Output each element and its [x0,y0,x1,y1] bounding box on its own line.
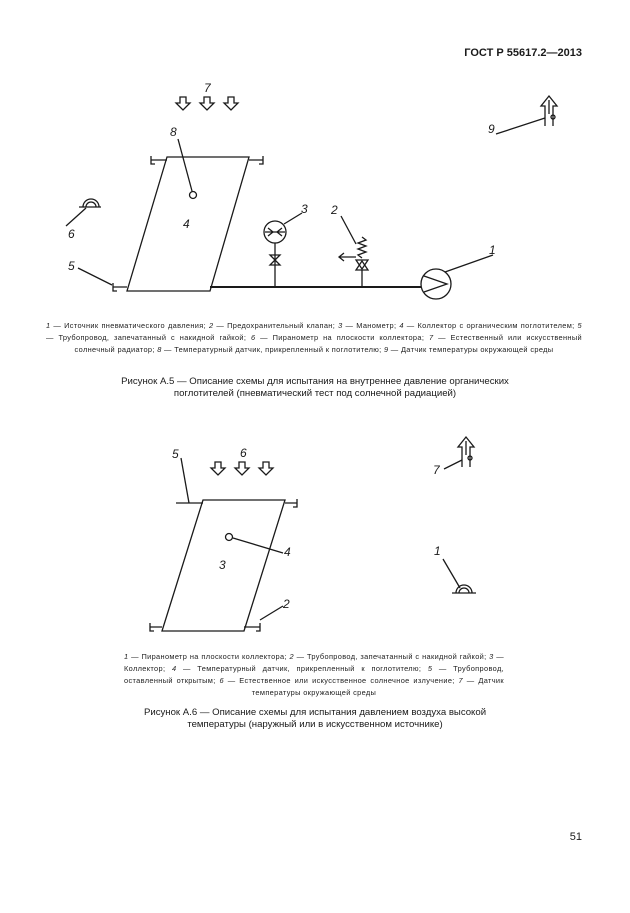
figure-a6-legend-num: 1 [124,652,129,661]
figure-a5-legend-num: 3 [338,321,343,330]
figure-a5-legend-text: — Источник пневматического давления; [50,321,209,330]
radiation-arrows-a6 [211,462,273,475]
label-8: 8 [170,125,177,139]
figure-a6-legend-num: 4 [171,664,177,673]
leader-1 [443,559,460,588]
figure-a5-legend-num: 2 [208,321,214,330]
label-3: 3 [301,202,308,216]
label-7: 7 [433,463,440,477]
label-1: 1 [489,243,496,257]
leader-7 [444,460,462,469]
figure-a5-legend-num: 5 [577,321,582,330]
figure-a6-legend-text: — Пиранометр на плоскости коллектора; [128,652,290,661]
figure-a6-legend-text: — Естественное или искусственное солнечное излучение; [223,676,459,685]
figure-a6-legend-num: 7 [458,676,463,685]
figure-a5-legend-num: 1 [46,321,51,330]
label-9: 9 [488,122,495,136]
caption-a5-line2: поглотителей (пневматический тест под солнечной радиацией) [173,388,457,399]
figure-a6-legend-text: — Трубопровод, запечатанный с накидной гайкой; [293,652,490,661]
pyranometer-1 [452,585,476,593]
caption-a5-line1: Рисунок А.5 — Описание схемы для испытания на внутреннее давление органических [121,376,509,387]
label-4: 4 [183,217,190,231]
figure-a5-legend-text: — Естественный или искусственный солнечный радиатор; [74,333,583,354]
nut-bottom-left [150,623,162,631]
label-6: 6 [68,227,75,241]
figure-a5-legend-num: 6 [251,333,256,342]
label-7: 7 [204,81,211,95]
figure-a5-legend-text: — Коллектор с органическим поглотителем; [403,321,578,330]
figure-a6-legend-num: 3 [489,652,494,661]
figure-a6-caption [125,707,505,731]
figure-a5-legend-text: — Датчик температуры окружающей среды [388,345,554,354]
ambient-sensor-7 [458,437,474,467]
figure-a5-legend-num: 7 [428,333,434,342]
temperature-sensor-4 [226,534,233,541]
label-1: 1 [434,544,441,558]
caption-a6-line1: Рисунок А.6 — Описание схемы для испытания давлением воздуха высокой [143,707,487,718]
figure-a5-legend-text: — Предохранительный клапан; [213,321,339,330]
figure-a6-legend-num: 5 [427,664,433,673]
standard-header: ГОСТ Р 55617.2—2013 [464,47,582,59]
figure-a6-legend-text: — Трубопровод, оставленный открытым; [124,664,505,685]
label-5: 5 [68,259,75,273]
caption-a6-line2: температуры (наружный или в искусственном источнике) [187,719,443,730]
figure-a6-legend-text: — Температурный датчик, прикрепленный к поглотителю; [176,664,428,673]
figure-a5-legend-text: — Пиранометр на плоскости коллектора; [255,333,429,342]
figure-a6-legend-text: — Коллектор; [124,652,504,673]
figure-a6-legend-text: — Датчик температуры окружающей среды [251,676,504,697]
figure-a5-legend-num: 8 [157,345,162,354]
label-2: 2 [283,597,290,611]
figure-a5-legend-num: 9 [383,345,389,354]
leader-2 [260,606,283,620]
leader-5 [181,458,189,503]
figure-a5-legend-text: — Манометр; [342,321,400,330]
label-5: 5 [172,447,179,461]
figure-a5-legend-text: — Температурный датчик, прикрепленный к поглотителю; [161,345,384,354]
figure-a6-legend-num: 6 [219,676,224,685]
figure-a5-legend-text: — Трубопровод, запечатанный с накидной гайкой; [46,333,252,342]
page-number: 51 [569,831,582,843]
figure-a6-legend-num: 2 [289,652,294,661]
label-2: 2 [331,203,338,217]
nut-top-right [285,499,297,507]
figure-a5-legend-num: 4 [399,321,404,330]
label-3: 3 [219,558,226,572]
leader-4 [233,538,283,553]
label-6: 6 [240,446,247,460]
figure-a6-legend [124,651,504,699]
label-4: 4 [284,545,291,559]
